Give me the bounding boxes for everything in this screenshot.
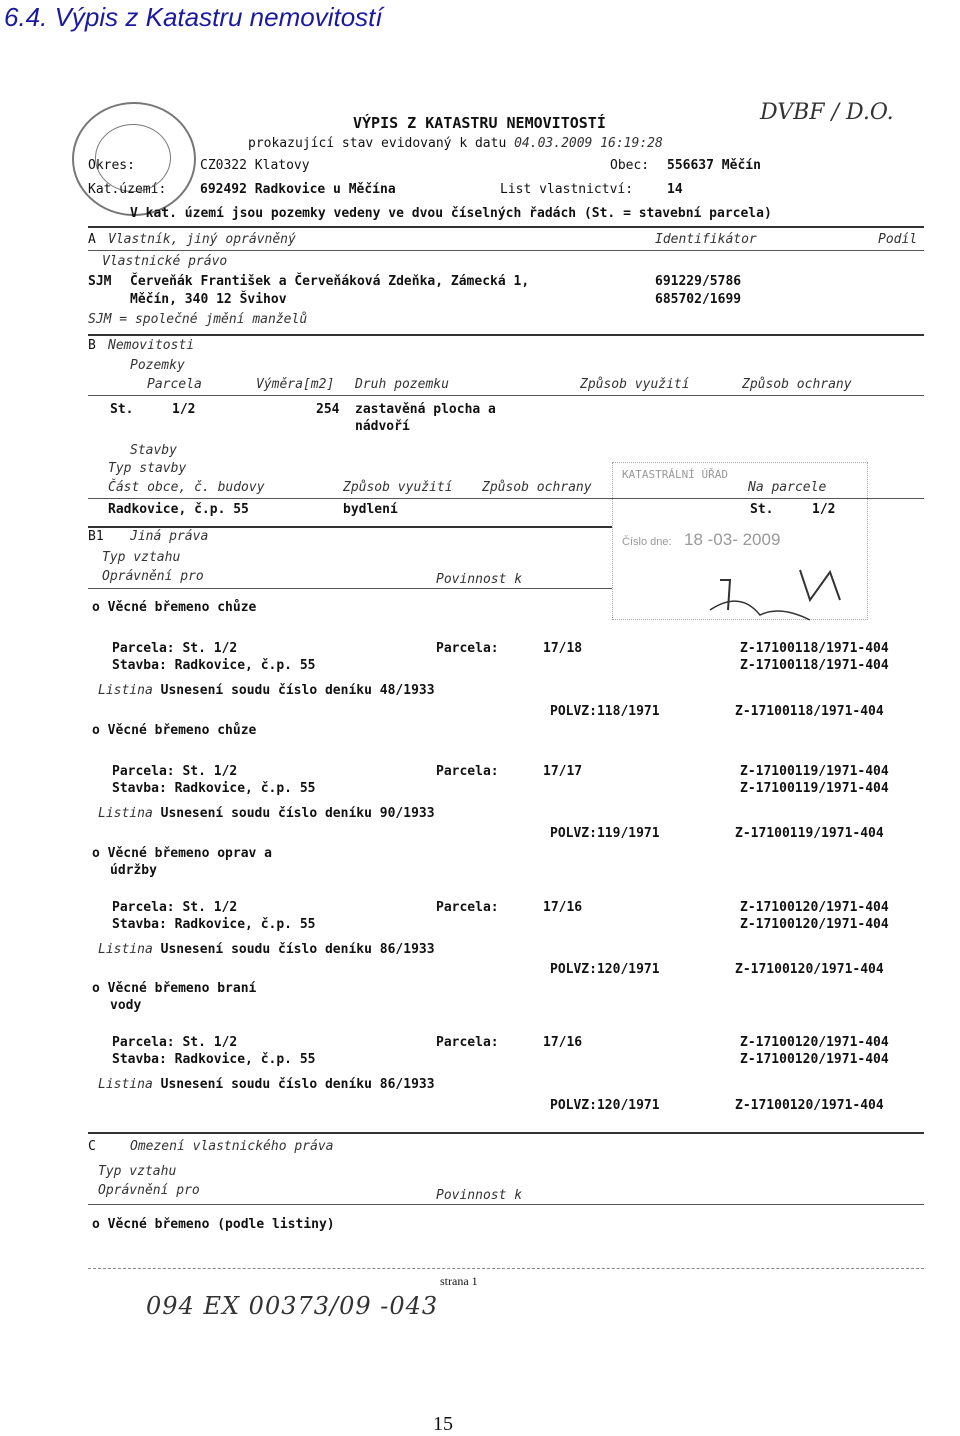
- b1-entry-1-z2: Z-17100118/1971-404: [740, 658, 889, 673]
- b1-entry-4-z2: Z-17100120/1971-404: [740, 1052, 889, 1067]
- b1-entry-2-listina-text: Usnesení soudu číslo deníku 90/1933: [160, 806, 435, 821]
- b1-povinnost-k: Povinnost k: [436, 572, 523, 587]
- obec-value: 556637 Měčín: [667, 158, 761, 173]
- c-header-rule: [88, 1204, 924, 1205]
- b1-entry-2-z3: Z-17100119/1971-404: [735, 826, 884, 841]
- b1-entry-4-z1: Z-17100120/1971-404: [740, 1035, 889, 1050]
- b1-entry-4-listina-label: Listina: [98, 1077, 153, 1092]
- handwritten-top-note: DVBF / D.O.: [760, 100, 894, 125]
- sjm-label: SJM: [88, 274, 112, 289]
- pozemek-druh-2: nádvoří: [355, 419, 410, 434]
- b1-entry-1-parcela-right-label: Parcela:: [436, 641, 499, 656]
- pozemky-label: Pozemky: [130, 358, 185, 373]
- section-c-title: Omezení vlastnického práva: [130, 1139, 334, 1154]
- c-opravneni-pro: Oprávnění pro: [98, 1183, 200, 1198]
- b1-entry-4-listina: [98, 1077, 435, 1092]
- b1-entry-3-listina-text: Usnesení soudu číslo deníku 86/1933: [160, 942, 435, 957]
- b1-entry-1-z3: Z-17100118/1971-404: [735, 704, 884, 719]
- section-b-letter: B: [88, 338, 96, 353]
- b1-entry-1-parcela-left: Parcela: St. 1/2: [112, 641, 238, 656]
- b1-entry-1-listina-text: Usnesení soudu číslo deníku 48/1933: [160, 683, 435, 698]
- section-c-top-rule: [88, 1132, 924, 1134]
- office-stamp-text: KATASTRÁLNÍ ÚŘAD: [622, 468, 728, 481]
- b1-entry-2-stavba: Stavba: Radkovice, č.p. 55: [112, 781, 316, 796]
- section-a-col-podil: Podíl: [878, 232, 918, 247]
- col-zpusob-ochrany: Způsob ochrany: [742, 377, 852, 392]
- c-povinnost-k: Povinnost k: [436, 1188, 523, 1203]
- b1-entry-4-listina-text: Usnesení soudu číslo deníku 86/1933: [160, 1077, 435, 1092]
- office-stamp-date: 18 -03- 2009: [684, 530, 781, 549]
- b1-entry-2-z2: Z-17100119/1971-404: [740, 781, 889, 796]
- pozemky-header-rule: [88, 395, 924, 396]
- sjm-legend: SJM = společné jmění manželů: [88, 312, 308, 327]
- b1-entry-1-parcela-right: 17/18: [543, 641, 583, 656]
- handwritten-signature-mark: [700, 560, 870, 630]
- b1-entry-3-z1: Z-17100120/1971-404: [740, 900, 889, 915]
- typ-stavby-label: Typ stavby: [108, 461, 187, 476]
- section-c-letter: C: [88, 1139, 96, 1154]
- b1-entry-2-listina-label: Listina: [98, 806, 153, 821]
- b1-entry-1-z1: Z-17100118/1971-404: [740, 641, 889, 656]
- section-a-col-identifikator: Identifikátor: [655, 232, 757, 247]
- pozemek-parcela-num: 1/2: [172, 402, 196, 417]
- section-b-top-rule: [88, 334, 924, 336]
- section-a-top-rule: [88, 226, 924, 228]
- b1-entry-2-title: o Věcné břemeno chůze: [92, 723, 257, 738]
- subtitle-date: 04.03.2009 16:19:28: [514, 136, 663, 151]
- b1-entry-3-title-cont: údržby: [110, 863, 157, 878]
- b1-entry-1-polvz: POLVZ:118/1971: [550, 704, 660, 719]
- document-title: VÝPIS Z KATASTRU NEMOVITOSTÍ: [353, 114, 606, 132]
- b1-entry-1-listina-label: Listina: [98, 683, 153, 698]
- b1-entry-2-polvz: POLVZ:119/1971: [550, 826, 660, 841]
- b1-entry-3-parcela-left: Parcela: St. 1/2: [112, 900, 238, 915]
- katuzemi-value: 692492 Radkovice u Měčína: [200, 182, 396, 197]
- b1-entry-4-polvz: POLVZ:120/1971: [550, 1098, 660, 1113]
- document-subtitle: [248, 136, 663, 151]
- stavba-vyuziti: bydlení: [343, 502, 398, 517]
- b1-entry-2-listina: [98, 806, 435, 821]
- b1-entry-1-title: o Věcné břemeno chůze: [92, 600, 257, 615]
- b1-entry-2-parcela-left: Parcela: St. 1/2: [112, 764, 238, 779]
- b1-entry-3-listina-label: Listina: [98, 942, 153, 957]
- stavby-col-zpusob-vyuziti: Způsob využití: [343, 480, 453, 495]
- b1-entry-1-listina: [98, 683, 435, 698]
- b1-entry-4-parcela-right: 17/16: [543, 1035, 583, 1050]
- katuzemi-label: Kat.území:: [88, 182, 167, 197]
- section-a-title: Vlastník, jiný oprávněný: [108, 232, 296, 247]
- stavby-col-zpusob-ochrany: Způsob ochrany: [482, 480, 592, 495]
- b1-entry-3-z3: Z-17100120/1971-404: [735, 962, 884, 977]
- b1-entry-3-title: o Věcné břemeno oprav a: [92, 846, 273, 861]
- lv-value: 14: [667, 182, 683, 197]
- section-b1-top-rule: [88, 526, 612, 528]
- section-b1-title: Jiná práva: [130, 529, 209, 544]
- col-zpusob-vyuziti: Způsob využití: [580, 377, 690, 392]
- b1-entry-3-z2: Z-17100120/1971-404: [740, 917, 889, 932]
- section-a-header-rule: [88, 250, 924, 251]
- owners-line-2: Měčín, 340 12 Švihov: [130, 292, 287, 307]
- b1-entry-4-title: o Věcné břemeno braní: [92, 981, 257, 996]
- col-druh-pozemku: Druh pozemku: [355, 377, 449, 392]
- katuzemi-note: V kat. území jsou pozemky vedeny ve dvou číselných řadách (St. = stavební parcela): [130, 206, 772, 221]
- stavba-parcela-num: 1/2: [812, 502, 836, 517]
- handwritten-file-number: 094 EX 00373/09 -043: [146, 1292, 439, 1320]
- b1-entry-3-listina: [98, 942, 435, 957]
- pozemek-parcela-st: St.: [110, 402, 134, 417]
- section-b-title: Nemovitosti: [108, 338, 195, 353]
- section-a-subtitle: Vlastnické právo: [102, 254, 228, 269]
- section-a-letter: A: [88, 232, 96, 247]
- page-heading: 6.4. Výpis z Katastru nemovitostí: [4, 2, 383, 32]
- okres-label: Okres:: [88, 158, 135, 173]
- col-vymera: Výměra[m2]: [256, 377, 335, 392]
- b1-opravneni-pro: Oprávnění pro: [102, 569, 204, 584]
- footer-rule: [88, 1268, 924, 1269]
- stavby-col-na-parcele: Na parcele: [748, 480, 827, 495]
- c-typ-vztahu: Typ vztahu: [98, 1164, 177, 1179]
- b1-typ-vztahu: Typ vztahu: [102, 550, 181, 565]
- okres-value: CZ0322 Klatovy: [200, 158, 310, 173]
- pozemek-vymera: 254: [316, 402, 340, 417]
- stavby-label: Stavby: [130, 443, 177, 458]
- b1-entry-3-polvz: POLVZ:120/1971: [550, 962, 660, 977]
- b1-entry-4-parcela-right-label: Parcela:: [436, 1035, 499, 1050]
- b1-entry-4-title-cont: vody: [110, 998, 142, 1013]
- b1-entry-3-parcela-right: 17/16: [543, 900, 583, 915]
- stavba-parcela-st: St.: [750, 502, 774, 517]
- b1-entry-3-parcela-right-label: Parcela:: [436, 900, 499, 915]
- obec-label: Obec:: [610, 158, 650, 173]
- section-b1-letter: B1: [88, 529, 104, 544]
- pozemek-druh-1: zastavěná plocha a: [355, 402, 496, 417]
- owner-id-2: 685702/1699: [655, 292, 742, 307]
- c-entry-title: o Věcné břemeno (podle listiny): [92, 1217, 335, 1232]
- b1-entry-2-parcela-right: 17/17: [543, 764, 583, 779]
- b1-entry-3-stavba: Stavba: Radkovice, č.p. 55: [112, 917, 316, 932]
- strana-label: strana 1: [440, 1274, 478, 1288]
- b1-entry-4-parcela-left: Parcela: St. 1/2: [112, 1035, 238, 1050]
- owners-line-1: Červeňák František a Červeňáková Zdeňka, Zámecká 1,: [130, 274, 530, 289]
- col-parcela: Parcela: [147, 377, 202, 392]
- lv-label: List vlastnictví:: [500, 182, 634, 197]
- stavby-col-cast-obce: Část obce, č. budovy: [108, 480, 265, 495]
- owner-id-1: 691229/5786: [655, 274, 742, 289]
- b1-entry-4-stavba: Stavba: Radkovice, č.p. 55: [112, 1052, 316, 1067]
- office-stamp-cislo-label: Číslo dne:: [622, 536, 672, 548]
- page-number: 15: [433, 1413, 453, 1435]
- stavba-cast-obce: Radkovice, č.p. 55: [108, 502, 249, 517]
- b1-header-rule: [88, 588, 612, 589]
- b1-entry-1-stavba: Stavba: Radkovice, č.p. 55: [112, 658, 316, 673]
- b1-entry-2-parcela-right-label: Parcela:: [436, 764, 499, 779]
- subtitle-prefix: prokazující stav evidovaný k datu: [248, 136, 507, 151]
- b1-entry-4-z3: Z-17100120/1971-404: [735, 1098, 884, 1113]
- b1-entry-2-z1: Z-17100119/1971-404: [740, 764, 889, 779]
